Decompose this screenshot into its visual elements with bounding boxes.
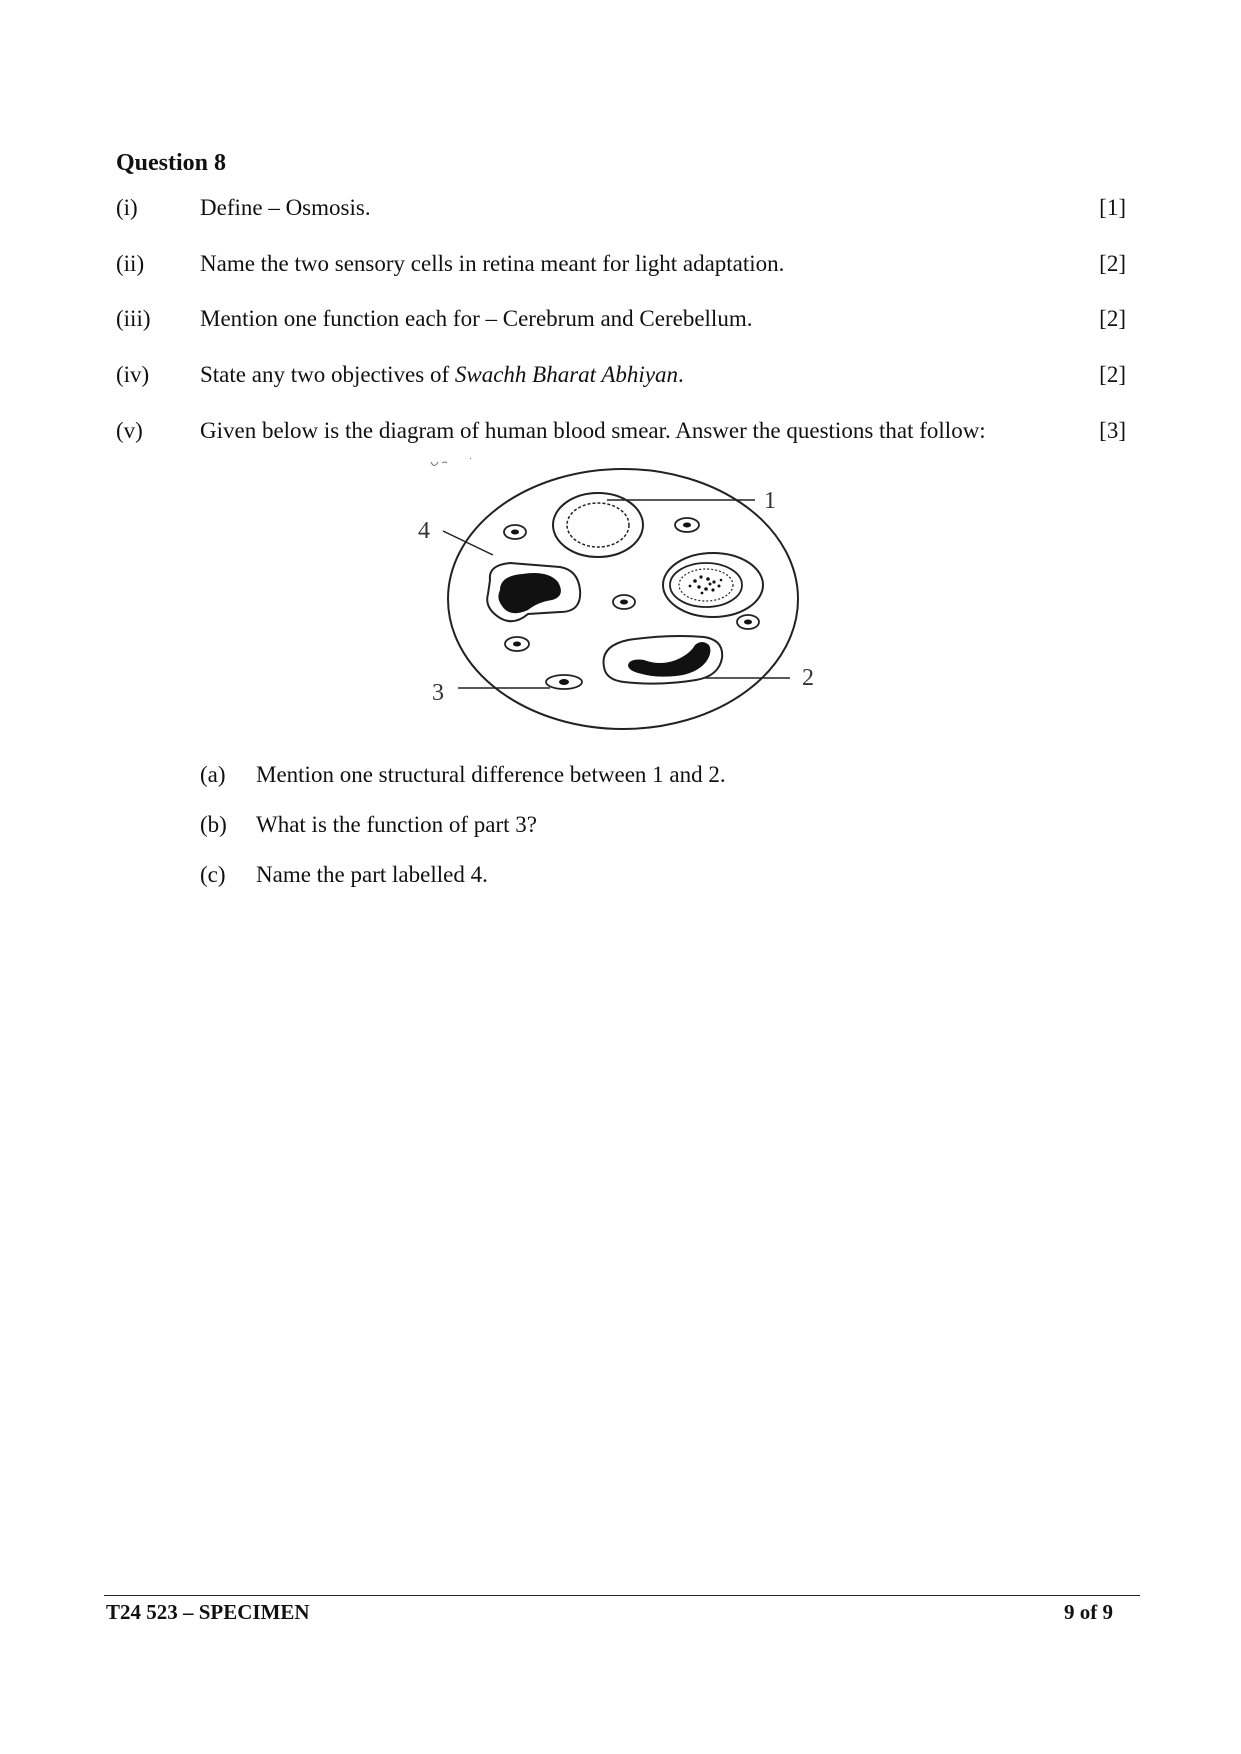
cell-2-nucleus — [628, 642, 710, 677]
leucocyte-left — [487, 563, 580, 621]
granulocyte-outer — [663, 553, 763, 617]
part-text: Name the two sensory cells in retina meant for light adaptation. — [200, 251, 785, 276]
diagram-label-3: 3 — [432, 680, 444, 706]
part-text-after: . — [678, 362, 684, 387]
part-marks: [1] — [1099, 195, 1126, 220]
subpart-text: What is the function of part 3? — [256, 812, 538, 837]
question-part-iv — [116, 362, 1126, 394]
part-marks: [2] — [1099, 362, 1126, 387]
part-number: (ii) — [116, 251, 145, 276]
footer-paper-code: T24 523 – SPECIMEN — [106, 1600, 310, 1624]
cell-2-outer — [604, 636, 723, 684]
leader-line-4 — [443, 531, 493, 555]
subpart-text: Mention one structural difference between 1 and 2. — [256, 762, 726, 787]
part-text-before: State any two objectives of — [200, 362, 455, 387]
granulocyte-inner — [670, 563, 742, 607]
stray-pen-mark — [431, 458, 471, 466]
footer-page-number: 9 of 9 — [1064, 1600, 1113, 1624]
part-text: Mention one function each for – Cerebrum and Cerebellum. — [200, 306, 753, 331]
part-marks: [2] — [1099, 251, 1126, 276]
cell-1-outer — [553, 493, 643, 557]
question-title: Question 8 — [116, 150, 227, 176]
question-part-i — [116, 195, 1126, 227]
diagram-label-2: 2 — [802, 665, 814, 691]
subpart-text: Name the part labelled 4. — [256, 862, 488, 887]
subpart-letter: (a) — [200, 762, 226, 787]
part-marks: [3] — [1099, 418, 1126, 443]
part-number: (iii) — [116, 306, 151, 331]
part-text — [200, 362, 684, 388]
part-number: (i) — [116, 195, 138, 220]
question-part-ii — [116, 251, 1126, 283]
part-marks: [2] — [1099, 306, 1126, 331]
footer-divider — [104, 1595, 1140, 1596]
question-part-v — [116, 418, 1126, 450]
part-number: (iv) — [116, 362, 150, 387]
part-text-italic: Swachh Bharat Abhiyan — [454, 362, 679, 387]
part-number: (v) — [116, 418, 143, 443]
smear-boundary — [448, 469, 798, 729]
leucocyte-left-nucleus — [498, 573, 561, 613]
diagram-label-4: 4 — [418, 518, 430, 544]
diagram-label-1: 1 — [764, 488, 776, 514]
granules — [689, 575, 723, 594]
granulocyte-dashed — [679, 569, 733, 601]
question-part-iii — [116, 306, 1126, 338]
subpart-letter: (c) — [200, 862, 226, 887]
small-cells — [504, 518, 759, 689]
cell-1-nucleus — [567, 503, 629, 547]
subpart-letter: (b) — [200, 812, 227, 837]
part-text: Given below is the diagram of human blood smear. Answer the questions that follow: — [200, 418, 986, 443]
part-text: Define – Osmosis. — [200, 195, 371, 220]
